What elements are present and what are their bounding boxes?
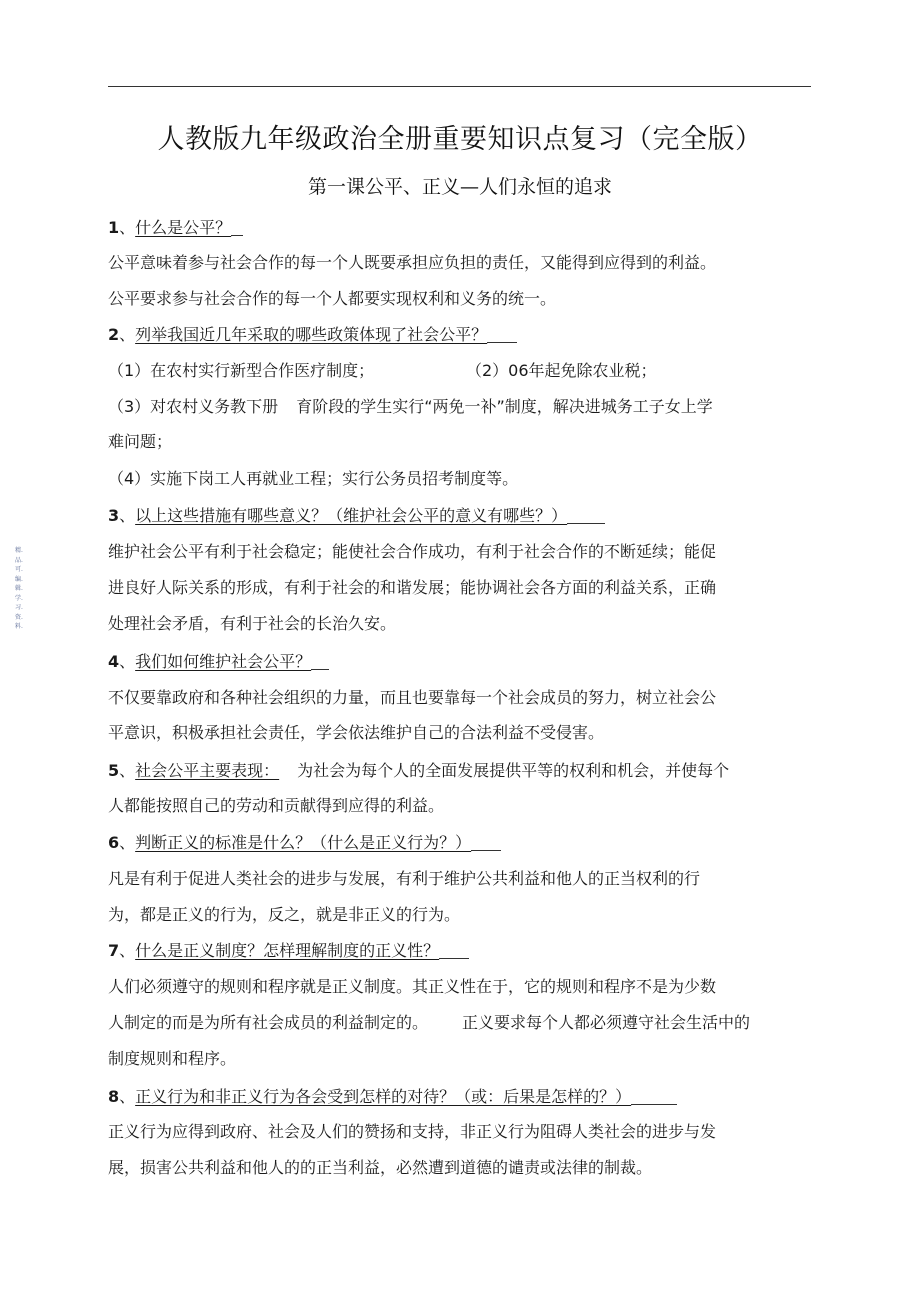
answer-line: 处理社会矛盾，有利于社会的长治久安。 [108, 614, 397, 633]
question-separator: 、 [119, 218, 136, 237]
question-text: 列举我国近几年采取的哪些政策体现了社会公平？ [135, 325, 488, 344]
question-text: 以上这些措施有哪些意义？（维护社会公平的意义有哪些？） [135, 506, 568, 525]
answer-line: 公平意味着参与社会合作的每一个人既要承担应负担的责任，又能得到应得到的利益。 [108, 253, 717, 272]
question-separator: 、 [119, 325, 136, 344]
question-text: 正义行为和非正义行为各会受到怎样的对待？（或：后果是怎样的？） [135, 1087, 632, 1106]
answer-line: 维护社会公平有利于社会稳定；能使社会合作成功，有利于社会合作的不断延续；能促 [108, 542, 717, 561]
underline-pad [631, 1090, 677, 1105]
underline-pad [471, 836, 501, 851]
answer-line: 正义行为应得到政府、社会及人们的赞扬和支持，非正义行为阻碍人类社会的进步与发 [108, 1122, 717, 1141]
policy-item-3 [108, 397, 713, 417]
question-4 [108, 652, 329, 672]
question-text: 什么是正义制度？怎样理解制度的正义性？ [135, 941, 440, 960]
question-number: 7 [108, 941, 120, 960]
question-2 [108, 325, 517, 345]
question-number: 3 [108, 506, 120, 525]
header-rule [108, 86, 811, 87]
underline-pad [487, 328, 517, 343]
question-5 [108, 761, 729, 781]
policy-item-3-cont: 难问题； [108, 432, 173, 451]
underline-pad [439, 944, 469, 959]
question-6 [108, 833, 501, 853]
question-text: 什么是公平？ [135, 218, 232, 237]
question-number: 6 [108, 833, 120, 852]
policy-item-1: （1）在农村实行新型合作医疗制度； [108, 361, 375, 380]
underline-pad [567, 509, 605, 524]
question-number: 5 [108, 761, 120, 780]
underline-pad [311, 655, 329, 670]
question-separator: 、 [119, 761, 136, 780]
question-separator: 、 [119, 941, 136, 960]
policy-item-2: （2）06年起免除农业税； [466, 361, 657, 380]
question-text: 社会公平主要表现： [135, 761, 280, 780]
question-3 [108, 506, 605, 526]
question-separator: 、 [119, 1087, 136, 1106]
answer-line: 为，都是正义的行为，反之，就是非正义的行为。 [108, 905, 461, 924]
underline-pad [231, 221, 243, 236]
question-8 [108, 1087, 677, 1107]
answer-line: 制度规则和程序。 [108, 1049, 237, 1068]
policy-item-3-part-a: （3）对农村义务教下册 [108, 397, 279, 416]
question-number: 2 [108, 325, 120, 344]
answer-line: 人都能按照自己的劳动和贡献得到应得的利益。 [108, 796, 445, 815]
question-text: 判断正义的标准是什么？（什么是正义行为？） [135, 833, 472, 852]
question-separator: 、 [119, 833, 136, 852]
inline-answer: 为社会为每个人的全面发展提供平等的权利和机会，并使每个 [297, 761, 730, 780]
answer-line: 展，损害公共利益和他人的的正当利益，必然遭到道德的谴责或法律的制裁。 [108, 1158, 653, 1177]
answer-line [108, 1013, 750, 1033]
policy-item-3-part-b: 育阶段的学生实行“两免一补”制度，解决进城务工子女上学 [296, 397, 713, 416]
document-title: 人教版九年级政治全册重要知识点复习（完全版） [157, 124, 763, 155]
answer-line: 不仅要靠政府和各种社会组织的力量，而且也要靠每一个社会成员的努力，树立社会公 [108, 688, 717, 707]
question-1 [108, 218, 243, 238]
answer-line: 平意识，积极承担社会责任，学会依法维护自己的合法利益不受侵害。 [108, 723, 605, 742]
question-number: 4 [108, 652, 120, 671]
question-number: 8 [108, 1087, 120, 1106]
answer-line: 人们必须遵守的规则和程序就是正义制度。其正义性在于，它的规则和程序不是为少数 [108, 977, 717, 996]
lesson-subtitle: 第一课公平、正义—人们永恒的追求 [307, 176, 612, 198]
policy-item-4: （4）实施下岗工人再就业工程；实行公务员招考制度等。 [108, 469, 519, 488]
answer-line: 公平要求参与社会合作的每一个人都要实现权利和义务的统一。 [108, 289, 557, 308]
side-watermark: 精.品.可.编.辑.学.习.资.料. [15, 547, 23, 630]
question-text: 我们如何维护社会公平？ [135, 652, 312, 671]
answer-line: 凡是有利于促进人类社会的进步与发展，有利于维护公共利益和他人的正当权利的行 [108, 869, 701, 888]
question-separator: 、 [119, 506, 136, 525]
answer-line-part-a: 人制定的而是为所有社会成员的利益制定的。 [108, 1013, 429, 1032]
question-7 [108, 941, 469, 961]
question-number: 1 [108, 218, 120, 237]
question-separator: 、 [119, 652, 136, 671]
answer-line: 进良好人际关系的形成，有利于社会的和谐发展；能协调社会各方面的利益关系，正确 [108, 578, 717, 597]
answer-line-part-b: 正义要求每个人都必须遵守社会生活中的 [462, 1013, 751, 1032]
